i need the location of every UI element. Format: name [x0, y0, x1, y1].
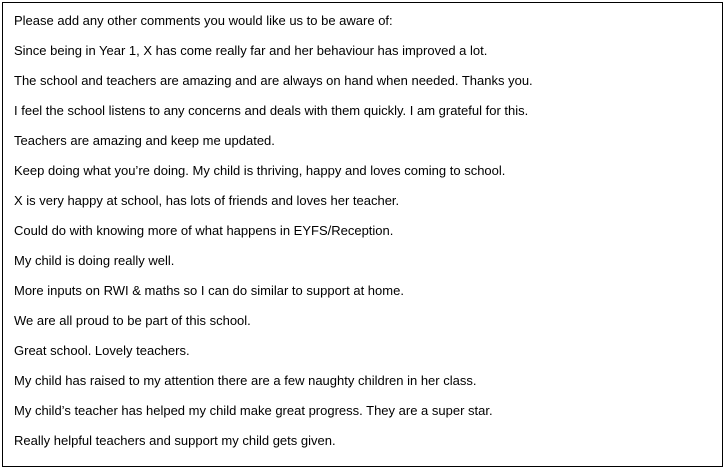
comment-line: We are all proud to be part of this school. [14, 313, 251, 328]
comments-list [14, 11, 714, 461]
comment-line: Since being in Year 1, X has come really far and her behaviour has improved a lot. [14, 43, 488, 58]
comment-line: My child’s teacher has helped my child make great progress. They are a super star. [14, 403, 493, 418]
comments-prompt: Please add any other comments you would like us to be aware of: [14, 13, 393, 28]
comment-line: X is very happy at school, has lots of friends and loves her teacher. [14, 193, 400, 208]
comment-line: The school and teachers are amazing and are always on hand when needed. Thanks you. [14, 73, 533, 88]
comment-line: Teachers are amazing and keep me updated. [14, 133, 275, 148]
comment-line: Could do with knowing more of what happens in EYFS/Reception. [14, 223, 394, 238]
comment-line: Keep doing what you’re doing. My child is thriving, happy and loves coming to school. [14, 163, 506, 178]
comment-line: My child has raised to my attention there are a few naughty children in her class. [14, 373, 477, 388]
comment-line: More inputs on RWI & maths so I can do similar to support at home. [14, 283, 404, 298]
comment-line: I feel the school listens to any concerns and deals with them quickly. I am grateful for this. [14, 103, 529, 118]
comment-line: Great school. Lovely teachers. [14, 343, 190, 358]
comment-line: My child is doing really well. [14, 253, 175, 268]
comment-line: Really helpful teachers and support my child gets given. [14, 433, 336, 448]
comments-box [2, 2, 723, 467]
